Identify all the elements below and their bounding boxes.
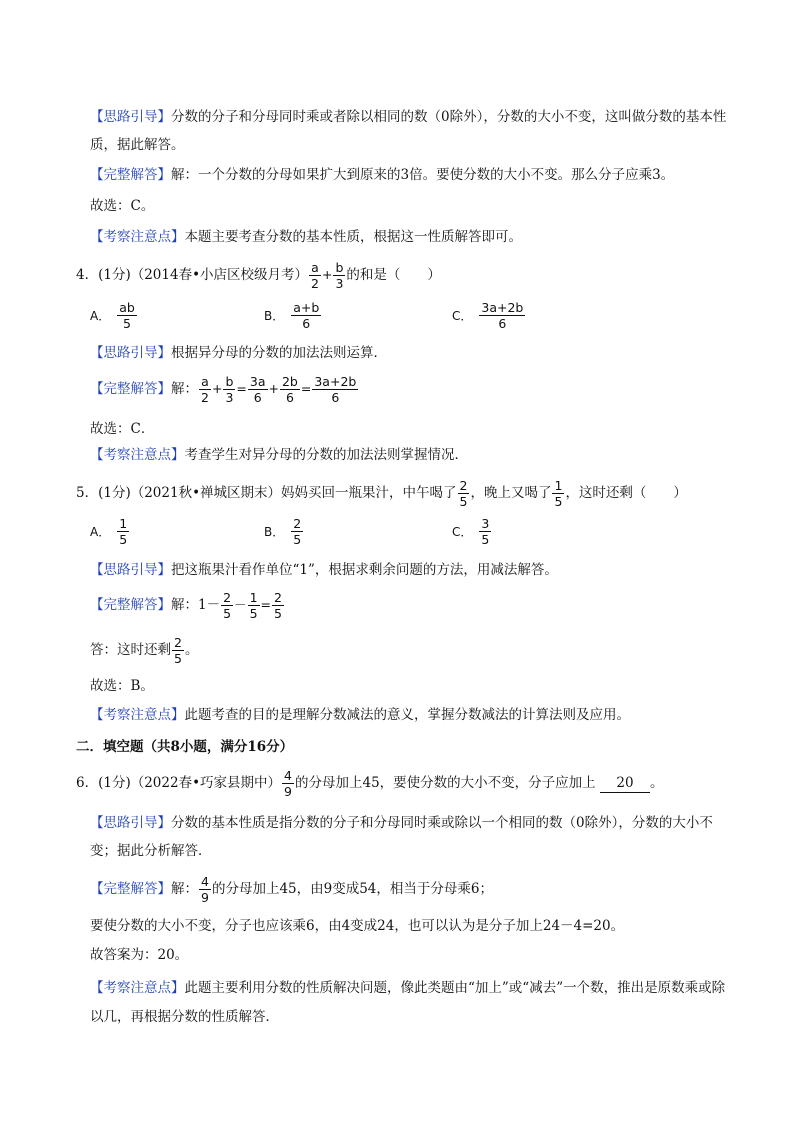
option-a[interactable]: A． $\frac{ab}{5}$: [90, 300, 135, 331]
section-title: 二．填空题（共8小题，满分16分）: [76, 739, 294, 755]
option-b[interactable]: B． $\frac{a+b}{6}$: [264, 300, 320, 331]
note-text: 本题主要考查分数的基本性质，根据这一性质解答即可。: [184, 229, 522, 245]
question-4: 4．(1分)（2014春•小店区校级月考） $\frac{a}{2}$ + $\frac{b}{3}$ 的和是（ ）: [76, 260, 441, 291]
question-5: 5．(1分)（2021秋•禅城区期末）妈妈买回一瓶果汁，中午喝了 $\frac{2}{5}$ ，晚上又喝了 $\frac{1}{5}$ ，这时还剩（ ）: [76, 478, 687, 509]
answer-tag: 【完整解答】: [90, 167, 171, 183]
question-6: 6．(1分)（2022春•巧家县期中） $\frac{4}{9}$ 的分母加上45，要使分数的大小不变，分子应加上 20 。: [76, 768, 664, 799]
guide-tag: 【思路引导】: [90, 109, 171, 125]
answer-paragraph-q6: 【完整解答】解： $\frac{4}{9}$ 的分母加上45，由9变成54，相当于分母乘6；: [90, 874, 493, 905]
answer-text: 解：一个分数的分母如果扩大到原来的3倍。要使分数的大小不变。那么分子应乘3。: [171, 167, 675, 183]
answer-line-3-q6: 故答案为：20。: [90, 947, 189, 963]
note-tag: 【考察注意点】: [90, 229, 185, 245]
choice-line-q3: 故选：C。: [90, 198, 155, 214]
note-paragraph-q5: 【考察注意点】此题考查的目的是理解分数减法的意义，掌握分数减法的计算法则及应用。: [90, 707, 630, 723]
option-a[interactable]: A． $\frac{1}{5}$: [90, 516, 128, 547]
choice-line-q4: 故选：C．: [90, 421, 155, 437]
answer-paragraph-q5: 【完整解答】解：1－ $\frac{2}{5}$ － $\frac{1}{5}$ = $\frac{2}{5}$: [90, 590, 282, 621]
choice-line-q5: 故选：B。: [90, 678, 154, 694]
fraction: $\frac{a}{2}$: [311, 260, 319, 291]
answer-line-2-q6: 要使分数的大小不变，分子也应该乘6，由4变成24，也可以认为是分子加上24－4=20。: [90, 918, 625, 934]
answer-statement-q5: 答：这时还剩 $\frac{2}{5}$ 。: [90, 635, 199, 666]
note-paragraph-q3: [90, 228, 522, 246]
guide-paragraph-q5: 【思路引导】把这瓶果汁看作单位“1”，根据求剩余问题的方法，用减法解答。: [90, 562, 558, 578]
fraction: $\frac{b}{3}$: [335, 260, 344, 291]
guide-paragraph-q6: 【思路引导】分数的基本性质是指分数的分子和分母同时乘或除以一个相同的数（0除外），分数的大小不变；据此分析解答．: [90, 815, 713, 859]
guide-text: 分数的分子和分母同时乘或者除以相同的数（0除外），分数的大小不变，这叫做分数的基本性质，据此解答。: [90, 109, 727, 153]
note-paragraph-q4: 【考察注意点】考查学生对异分母的分数的加法法则掌握情况．: [90, 447, 468, 463]
option-c[interactable]: C． $\frac{3a+2b}{6}$: [452, 300, 524, 331]
option-c[interactable]: C． $\frac{3}{5}$: [452, 516, 490, 547]
option-b[interactable]: B． $\frac{2}{5}$: [264, 516, 302, 547]
guide-paragraph-q3: [90, 103, 730, 159]
answer-blank: 20: [600, 774, 650, 793]
question-4-head: 4．(1分)（2014春•小店区校级月考）: [76, 267, 309, 283]
note-paragraph-q6: 【考察注意点】此题主要利用分数的性质解决问题，像此类题由“加上”或“减去”一个数，推出是原数乘或除以几，再根据分数的性质解答．: [90, 980, 726, 1025]
guide-paragraph-q4: 【思路引导】根据异分母的分数的加法法则运算．: [90, 345, 387, 361]
answer-paragraph-q4: 【完整解答】解： $\frac{a}{2}$ + $\frac{b}{3}$ = $\frac{3a}{6}$ + $\frac{2b}{6}$ = $\frac{3a+2b}{6}$: [90, 374, 357, 405]
question-4-tail: 的和是（ ）: [346, 267, 441, 283]
answer-paragraph-q3: [90, 166, 674, 184]
